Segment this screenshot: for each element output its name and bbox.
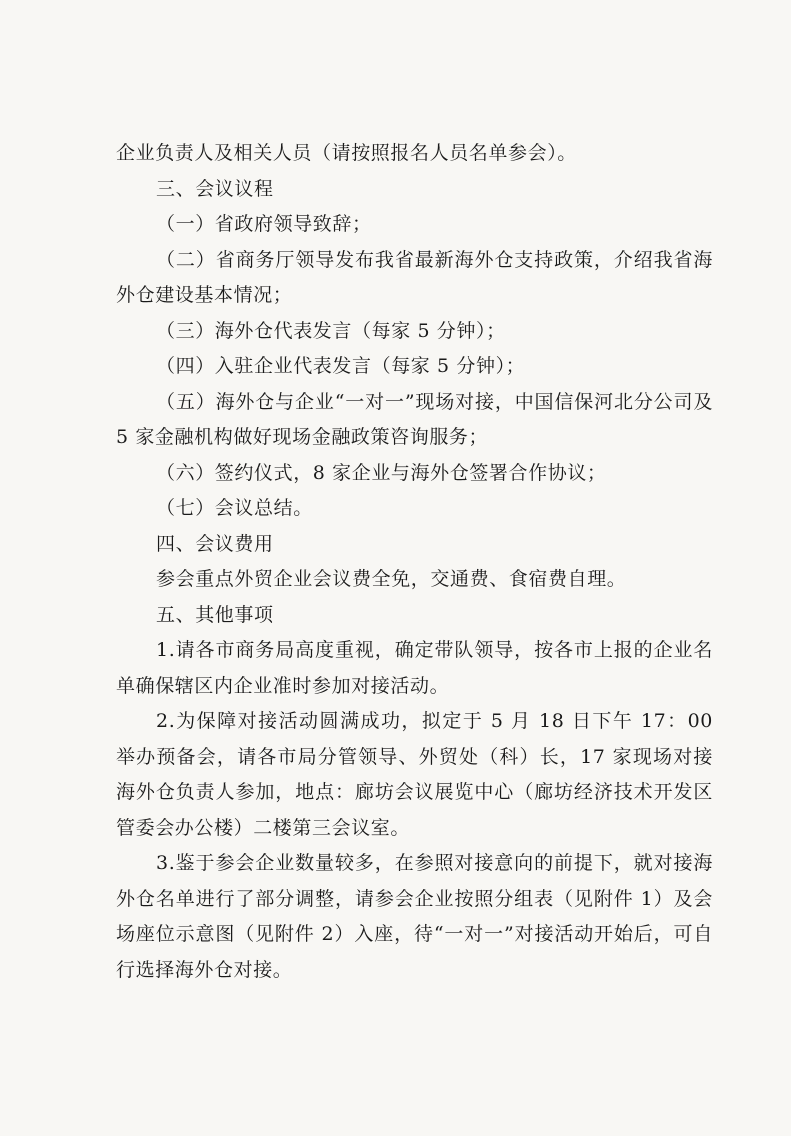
fees-paragraph: 参会重点外贸企业会议费全免，交通费、食宿费自理。 (156, 568, 627, 590)
agenda-item-4: （四）入驻企业代表发言（每家 5 分钟）； (156, 355, 526, 377)
agenda-item-2: （二）省商务厅领导发布我省最新海外仓支持政策，介绍我省海外仓建设基本情况； (116, 248, 713, 306)
other-matter-3: 3.鉴于参会企业数量较多，在参照对接意向的前提下，就对接海外仓名单进行了部分调整，请参会企业按照分组表（见附件 1）及会场座位示意图（见附件 2）入座，待“一对一”对接活动开始后，可自行选择海外仓对接。 (116, 852, 713, 981)
other-matter-1: 1.请各市商务局高度重视，确定带队领导，按各市上报的企业名单确保辖区内企业准时参加对接活动。 (116, 639, 713, 697)
agenda-item-3: （三）海外仓代表发言（每家 5 分钟）； (156, 319, 506, 342)
section-heading-other-matters: 五、其他事项 (156, 603, 274, 626)
agenda-item-7: （七）会议总结。 (156, 497, 313, 519)
agenda-item-1: （一）省政府领导致辞； (156, 213, 372, 235)
document-body (116, 136, 713, 988)
agenda-item-6: （六）签约仪式，8 家企业与海外仓签署合作协议； (156, 461, 607, 484)
paragraph-continued-attendees: 企业负责人及相关人员（请按照报名人员名单参会）。 (116, 142, 577, 164)
other-matter-2: 2.为保障对接活动圆满成功，拟定于 5 月 18 日下午 17：00 举办预备会，请各市局分管领导、外贸处（科）长，17 家现场对接海外仓负责人参加，地点：廊坊会议展览中心（廊坊经济技术开发区管委会办公楼）二楼第三会议室。 (116, 710, 713, 839)
section-heading-agenda: 三、会议议程 (156, 177, 274, 200)
agenda-item-5: （五）海外仓与企业“一对一”现场对接，中国信保河北分公司及 5 家金融机构做好现场金融政策咨询服务； (116, 390, 713, 448)
section-heading-fees: 四、会议费用 (156, 532, 274, 555)
